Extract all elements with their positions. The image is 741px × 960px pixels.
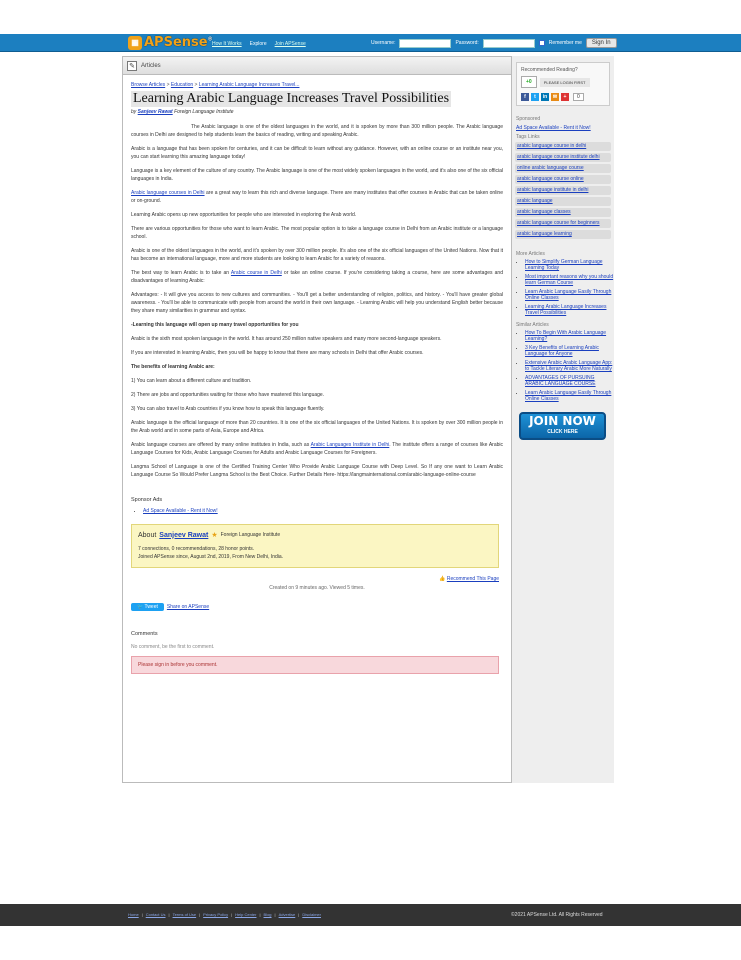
more-articles-title: More Articles	[516, 251, 545, 257]
similar-articles-list	[512, 330, 614, 402]
paragraph: The Arabic language is one of the oldest languages in the world, and it is spoken by more than 300 million people. The Arabic language courses in Delhi are designed to help students learn the basics of reading, writing and speaking Arabic.	[131, 124, 503, 138]
tag-link[interactable]: arabic language course online	[515, 175, 611, 184]
list-item	[525, 345, 614, 357]
tag-link[interactable]: arabic language course in delhi	[515, 142, 611, 151]
section-title: Articles	[141, 62, 161, 69]
list-item	[525, 304, 614, 316]
article-link[interactable]: ADVANTAGES OF PURSUING ARABIC LANGUAGE COURSE	[525, 375, 596, 387]
article-icon: ✎	[127, 61, 137, 71]
nav-how-it-works[interactable]: How It Works	[212, 41, 242, 47]
list-item	[525, 390, 614, 402]
footer-link[interactable]: Terms of Use	[172, 912, 197, 917]
please-login: PLEASE LOGIN FIRST	[540, 78, 590, 87]
top-bar	[0, 34, 741, 52]
tag-link[interactable]: online arabic language course	[515, 164, 611, 173]
join-sublabel: CLICK HERE	[547, 429, 578, 435]
tag-link[interactable]: arabic language course institute delhi	[515, 153, 611, 162]
top-nav	[212, 41, 306, 47]
facebook-icon[interactable]: f	[521, 93, 529, 101]
username-label: Username:	[371, 40, 396, 46]
footer-link[interactable]: Privacy Policy	[203, 912, 229, 917]
breadcrumb: Browse Articles > Education > Learning Arabic Language Increases Travel...	[131, 82, 300, 88]
logo-text: APSense®	[144, 35, 213, 50]
paragraph: Arabic language is the official language of more than 20 countries. It is one of the six official languages of the United Nations. It is spoken by over 300 million people in the Arab world and in some parts of Asia, Europe and Africa.	[131, 420, 503, 434]
footer-link[interactable]: Disclaimer	[302, 912, 321, 917]
share-count: 0	[573, 93, 584, 101]
tag-link[interactable]: arabic language learning	[515, 230, 611, 239]
plus-share-icon[interactable]: +	[561, 93, 569, 101]
tag-link[interactable]: arabic language course for beginners	[515, 219, 611, 228]
about-role: Foreign Language Institute	[220, 532, 281, 538]
paragraph: There are various opportunities for those who want to learn Arabic. The most popular option is to take a language course in Delhi from an Arabic institute or a language school.	[131, 226, 503, 240]
author-link[interactable]: Sanjeev Rawat	[137, 109, 173, 115]
about-heading: About Sanjeev Rawat ★ Foreign Language Institute	[138, 531, 281, 539]
article-link[interactable]: Arabic course in Delhi	[230, 270, 282, 276]
footer-link[interactable]: Blog	[263, 912, 272, 917]
article-link[interactable]: How to Simplify German Language Learning Today	[525, 259, 603, 271]
list-item	[525, 289, 614, 301]
about-stats: 7 connections, 0 recommendations, 28 honor points.	[138, 546, 255, 552]
section-header	[123, 57, 511, 75]
list-item	[525, 259, 614, 271]
join-now-button[interactable]	[519, 412, 606, 440]
share-row	[131, 603, 503, 611]
footer-links: Home | Contact Us | Terms of Use | Privacy Policy | Help Center | Blog | Advertise | Disclaimer	[128, 912, 321, 917]
copyright: ©2021 APSense Ltd. All Rights Reserved	[511, 912, 603, 918]
sponsor-title: Sponsor Ads	[131, 497, 163, 503]
paragraph: Arabic is one of the oldest languages in the world, and it's spoken by over 300 million people. It's also one of the six official languages of the United Nations. Now that it has become an international language, more and more students are looking to learn Arabic for a variety of reasons.	[131, 248, 503, 262]
article-link[interactable]: How To Begin With Arabic Language Learning?	[525, 330, 607, 342]
remember-checkbox[interactable]	[539, 40, 545, 46]
breadcrumb-category[interactable]: Education	[170, 82, 194, 88]
no-comment-text: No comment, be the first to comment.	[131, 644, 215, 650]
recommend-link[interactable]: Recommend This Page	[446, 576, 499, 582]
sponsor-list	[131, 508, 503, 514]
footer-link[interactable]: Advertise	[278, 912, 296, 917]
paragraph: Learning Arabic opens up new opportunities for people who are interested in exploring the Arab world.	[131, 212, 357, 218]
article-link[interactable]: Most important reasons why you should learn German Course	[525, 274, 614, 286]
password-input[interactable]	[483, 39, 535, 48]
list-item	[143, 508, 503, 514]
right-sidebar	[512, 56, 614, 783]
recommend-box	[516, 62, 610, 106]
nav-explore[interactable]: Explore	[249, 41, 267, 47]
twitter-icon[interactable]: t	[531, 93, 539, 101]
article-link[interactable]: Arabic Languages Institute in Delhi	[310, 442, 390, 448]
list-item: 3) You can also travel to Arab countries if you know how to speak this language fluently.	[131, 406, 325, 412]
paragraph: Arabic language courses in Delhi are a great way to learn this rich and diverse language. There are many institutes that offer courses in Arabic that can be taken online or on-ground.	[131, 190, 503, 204]
similar-articles-title: Similar Articles	[516, 322, 549, 328]
article-link[interactable]: Arabic language courses in Delhi	[131, 190, 205, 196]
tag-link[interactable]: arabic language institute in delhi	[515, 186, 611, 195]
paragraph: Arabic is the sixth most spoken language in the world. It has around 250 million native speakers and many more second-language speakers.	[131, 336, 442, 342]
author-role: Foreign Language Institute	[174, 109, 234, 115]
rec-row	[521, 76, 605, 88]
paragraph: The best way to learn Arabic is to take an Arabic course in Delhi or take an online course. If you're considering taking a course, here are some advantages and disadvantages of learning Arabic:	[131, 270, 503, 284]
subheading: -Learning this language will open up many travel opportunities for you	[131, 322, 299, 328]
username-input[interactable]	[399, 39, 451, 48]
about-joined: Joined APSense since, August 2nd, 2019, From New Delhi, India.	[138, 554, 284, 560]
linkedin-icon[interactable]: in	[542, 94, 548, 100]
list-item	[525, 330, 614, 342]
recommend-row	[131, 576, 499, 582]
logo-icon: ▦	[128, 36, 142, 50]
password-label: Password:	[455, 40, 479, 46]
tag-link[interactable]: arabic language	[515, 197, 611, 206]
join-label: JOIN NOW	[529, 414, 596, 428]
paragraph: Arabic language courses are offered by many online institutes in India, such as Arabic Languages Institute in Delhi. The institute offers a range of courses like Arabic Language Courses for Kids, Arabic Language Courses for Adults and Arabic Language Courses for Foreigners.	[131, 442, 504, 456]
remember-label: Remember me	[548, 40, 582, 46]
comments-title: Comments	[131, 631, 158, 637]
breadcrumb-home[interactable]: Browse Articles	[131, 82, 166, 88]
list-item	[525, 375, 614, 387]
list-item	[525, 360, 614, 372]
sponsored-title: Sponsored	[516, 116, 541, 122]
article-title: Learning Arabic Language Increases Travel Possibilities	[133, 91, 450, 106]
paragraph: Arabic is a language that has been spoken for centuries, and it can be difficult to learn without any guidance. However, with an online course or an institute near you, you can start learning this amazing language today!	[131, 146, 503, 160]
about-author-box	[131, 524, 499, 568]
subheading: The benefits of learning Arabic are:	[131, 364, 215, 370]
byline: by Sanjeev Rawat Foreign Language Institute	[131, 109, 234, 115]
article-link[interactable]: 3 Key Benefits of Learning Arabic Language for Anyone	[525, 345, 599, 357]
list-item: 1) You can learn about a different culture and tradition.	[131, 378, 252, 384]
paragraph: If you are interested in learning Arabic, then you will be happy to know that there are many schools in Delhi that offer Arabic courses.	[131, 350, 424, 356]
tweet-button[interactable]: 🐦 Tweet	[131, 603, 164, 611]
article-link[interactable]: Learning Arabic Language Increases Travel Possibilities	[525, 304, 607, 316]
article-link[interactable]: Extensive Arabic Arabic Language App: to Tackle Literary Arabic More Naturally	[525, 360, 613, 372]
list-item	[525, 274, 614, 286]
nav-join[interactable]: Join APSense	[274, 41, 306, 47]
more-articles-list	[512, 259, 614, 316]
list-item: 2) There are jobs and opportunities waiting for those who have mastered this language.	[131, 392, 325, 398]
apsense-logo[interactable]	[128, 35, 213, 50]
paragraph: Advantages: - It will give you access to new cultures and communities. - You'll get a better understanding of religion, politics, and history. - You'll have greater global awareness. - You'll be able to communicate with people from around the world in their own language. - Learning Arabic will help you understand English better because they share many similarities in grammar and syntax.	[131, 292, 503, 314]
footer-link[interactable]: Help Center	[235, 912, 257, 917]
sponsor-link[interactable]: Ad Space Available - Rent it Now!	[143, 508, 218, 514]
tag-list	[512, 142, 614, 239]
signin-note: Please sign in before you comment.	[131, 656, 499, 674]
article-link[interactable]: Learn Arabic Language Easily Through Online Classes	[525, 390, 612, 402]
twitter-icon: 🐦	[137, 604, 144, 610]
social-buttons	[521, 93, 605, 101]
tags-title: Tags Links	[516, 134, 540, 140]
paragraph: Langma School of Language is one of the Certified Training Center Who Provide Arabic Language Course with Deep Level. So If any one want to Learn Arabic Language Course So Would Prefer Langma School is the Best Choice. Further Details Here- https://langmainternational.com/arabic-language-online-course	[131, 464, 503, 478]
login-form	[371, 38, 617, 48]
breadcrumb-current[interactable]: Learning Arabic Language Increases Travel...	[198, 82, 300, 88]
footer	[0, 904, 741, 926]
footer-link[interactable]: Contact Us	[145, 912, 166, 917]
share-apsense-link[interactable]: Share on APSense	[166, 604, 210, 610]
recommend-icon: 👍	[439, 576, 446, 582]
about-author-link[interactable]: Sanjeev Rawat	[159, 531, 209, 539]
email-icon[interactable]: ✉	[552, 94, 558, 100]
created-info: Created on 9 minutes ago. Viewed 5 times.	[269, 585, 365, 591]
star-icon: ★	[211, 532, 218, 539]
sign-in-button[interactable]: Sign In	[586, 38, 617, 48]
paragraph: Language is a key element of the culture of any country. The Arabic language is one of the most widely spoken languages in the world, and it's also one of the six official languages in India.	[131, 168, 503, 182]
main-column	[122, 56, 512, 783]
plus-button[interactable]: +0	[521, 76, 537, 88]
rec-label: Recommended Reading?	[521, 67, 578, 73]
footer-link[interactable]: Home	[128, 912, 139, 917]
tag-link[interactable]: arabic language classes	[515, 208, 611, 217]
article-link[interactable]: Learn Arabic Language Easily Through Online Classes	[525, 289, 612, 301]
sponsored-link[interactable]: Ad Space Available - Rent it Now!	[516, 125, 591, 131]
